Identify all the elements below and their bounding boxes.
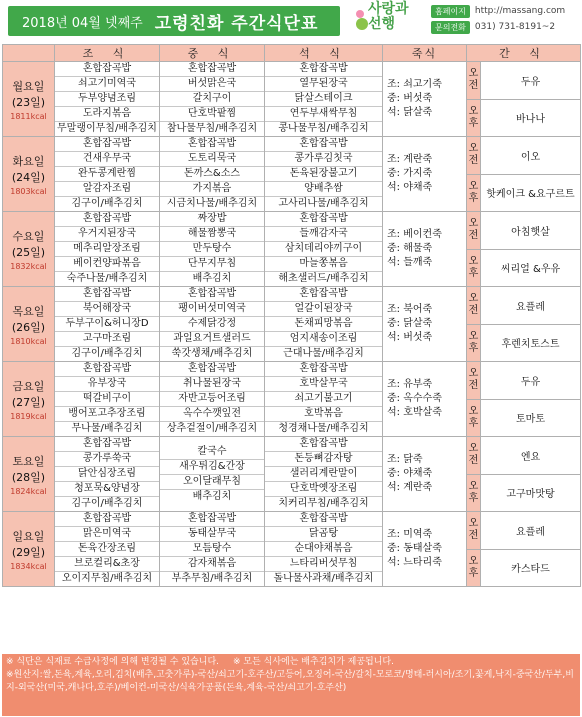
menu-item: 알감자조림 bbox=[55, 182, 159, 197]
porridge-item: 조: 쇠고기죽 bbox=[387, 79, 442, 90]
breakfast-cell bbox=[55, 362, 160, 437]
menu-item: 혼합잡곡밥 bbox=[265, 62, 382, 77]
menu-item: 혼합잡곡밥 bbox=[55, 137, 159, 152]
menu-item: 김구이/배추김치 bbox=[71, 348, 143, 359]
menu-item: 혼합잡곡밥 bbox=[55, 62, 159, 77]
porridge-item: 조: 유부죽 bbox=[387, 379, 433, 390]
snack-am: 요플레 bbox=[481, 287, 581, 325]
breakfast-cell bbox=[55, 137, 160, 212]
day-date: (27일) bbox=[11, 395, 46, 409]
menu-item: 메추리알장조림 bbox=[55, 242, 159, 257]
day-name: 수요일 bbox=[12, 229, 45, 243]
day-cell bbox=[3, 362, 55, 437]
menu-item: 닭곰탕 bbox=[265, 527, 382, 542]
dinner-cell bbox=[265, 62, 383, 137]
menu-item: 두부양념조림 bbox=[55, 92, 159, 107]
porridge-item: 조: 북어죽 bbox=[387, 304, 433, 315]
porridge-item: 석: 버섯죽 bbox=[387, 332, 433, 343]
menu-table bbox=[2, 44, 581, 587]
day-row bbox=[3, 287, 581, 325]
snack-am: 두유 bbox=[481, 362, 581, 400]
menu-item: 떡갈비구이 bbox=[55, 392, 159, 407]
time-am-label: 오 전 bbox=[467, 287, 481, 325]
menu-item: 오이지무침/배추김치 bbox=[61, 573, 153, 584]
porridge-item: 석: 계란죽 bbox=[387, 482, 433, 493]
time-pm-label: 오 후 bbox=[467, 399, 481, 437]
lunch-cell bbox=[160, 137, 265, 212]
porridge-cell bbox=[383, 62, 467, 137]
breakfast-cell bbox=[55, 512, 160, 587]
day-name: 금요일 bbox=[12, 379, 45, 393]
menu-item: 수제닭강정 bbox=[160, 317, 264, 332]
menu-item: 마늘쫑볶음 bbox=[265, 257, 382, 272]
phone-number: 031) 731-8191~2 bbox=[474, 22, 556, 32]
menu-item: 혼합잡곡밥 bbox=[265, 137, 382, 152]
day-name: 화요일 bbox=[12, 154, 45, 168]
time-pm-label: 오 후 bbox=[467, 249, 481, 287]
menu-item: 혼합잡곡밥 bbox=[55, 512, 159, 527]
menu-item: 돌나물사과채/배추김치 bbox=[273, 573, 374, 584]
menu-item: 단무지무침 bbox=[160, 257, 264, 272]
snack-am: 아침햇살 bbox=[481, 212, 581, 250]
porridge-cell bbox=[383, 362, 467, 437]
header bbox=[0, 0, 582, 44]
menu-item: 건새우무국 bbox=[55, 152, 159, 167]
day-cell bbox=[3, 437, 55, 512]
menu-item: 참나물무침/배추김치 bbox=[166, 123, 258, 134]
snack-am: 요플레 bbox=[481, 512, 581, 550]
menu-item: 콩가루쑥국 bbox=[55, 452, 159, 467]
menu-item: 유부장국 bbox=[55, 377, 159, 392]
snack-pm: 바나나 bbox=[481, 99, 581, 137]
footnote bbox=[2, 654, 580, 716]
menu-item: 버섯맑은국 bbox=[160, 77, 264, 92]
time-pm-label: 오 후 bbox=[467, 324, 481, 362]
menu-item: 해물짬뽕국 bbox=[160, 227, 264, 242]
time-am-label: 오 전 bbox=[467, 512, 481, 550]
menu-item: 혼합잡곡밥 bbox=[265, 437, 382, 452]
lunch-cell bbox=[160, 362, 265, 437]
porridge-item: 중: 동태살죽 bbox=[387, 543, 442, 554]
menu-item: 호박살무국 bbox=[265, 377, 382, 392]
menu-item: 근대나물/배추김치 bbox=[283, 348, 364, 359]
day-kcal: 1834kcal bbox=[10, 561, 47, 571]
menu-item: 혼합잡곡밥 bbox=[265, 512, 382, 527]
menu-item: 무말랭이무침/배추김치 bbox=[57, 123, 157, 134]
menu-item: 쇠고기불고기 bbox=[265, 392, 382, 407]
logo-text: 사랑과 선행 bbox=[368, 1, 409, 32]
dinner-cell bbox=[265, 362, 383, 437]
menu-item: 호박볶음 bbox=[265, 407, 382, 422]
time-pm-label: 오 후 bbox=[467, 474, 481, 512]
menu-item: 고구마조림 bbox=[55, 332, 159, 347]
menu-item: 옥수수깻잎전 bbox=[160, 407, 264, 422]
menu-item: 삼치데리야끼구이 bbox=[265, 242, 382, 257]
day-name: 토요일 bbox=[12, 454, 45, 468]
menu-item: 콩가루김칫국 bbox=[265, 152, 382, 167]
day-kcal: 1819kcal bbox=[10, 411, 47, 421]
menu-item: 연두부새싹무침 bbox=[265, 107, 382, 122]
menu-item: 콩나물무침/배추김치 bbox=[278, 123, 369, 134]
menu-item: 혼합잡곡밥 bbox=[160, 362, 264, 377]
day-row bbox=[3, 62, 581, 100]
menu-date: 2018년 04월 넷째주 bbox=[22, 15, 143, 31]
menu-item: 배추김치 bbox=[192, 490, 232, 502]
porridge-cell bbox=[383, 287, 467, 362]
header-row bbox=[3, 45, 581, 62]
menu-item: 단호박옛장조림 bbox=[265, 482, 382, 497]
menu-item: 엄지새송이조림 bbox=[265, 332, 382, 347]
menu-item: 가지볶음 bbox=[160, 182, 264, 197]
col-lunch: 중 식 bbox=[160, 45, 265, 62]
day-date: (26일) bbox=[11, 320, 46, 334]
menu-item: 배추김치 bbox=[192, 273, 232, 284]
porridge-cell bbox=[383, 212, 467, 287]
menu-item: 돈육된장불고기 bbox=[265, 167, 382, 182]
menu-item: 들깨감자국 bbox=[265, 227, 382, 242]
menu-item: 베이컨양파볶음 bbox=[55, 257, 159, 272]
porridge-item: 조: 닭죽 bbox=[387, 454, 423, 465]
porridge-item: 석: 호박살죽 bbox=[387, 407, 442, 418]
porridge-item: 석: 야채죽 bbox=[387, 182, 433, 193]
menu-item: 모듬탕수 bbox=[160, 542, 264, 557]
time-am-label: 오 전 bbox=[467, 62, 481, 100]
menu-item: 혼합잡곡밥 bbox=[55, 212, 159, 227]
menu-body bbox=[3, 62, 581, 587]
col-dinner: 석 식 bbox=[265, 45, 383, 62]
menu-item: 양배추쌈 bbox=[265, 182, 382, 197]
porridge-item: 중: 닭살죽 bbox=[387, 318, 433, 329]
menu-item: 도라지볶음 bbox=[55, 107, 159, 122]
porridge-item: 중: 야채죽 bbox=[387, 468, 433, 479]
snack-pm: 씨리얼 &우유 bbox=[481, 249, 581, 287]
menu-item: 부추무침/배추김치 bbox=[171, 573, 253, 584]
menu-item: 시금치나물/배추김치 bbox=[166, 198, 258, 209]
homepage-link[interactable]: http://massang.com bbox=[474, 6, 566, 16]
menu-item: 돈육간장조림 bbox=[55, 542, 159, 557]
menu-item: 혼합잡곡밥 bbox=[160, 287, 264, 302]
menu-item: 돈까스&소스 bbox=[160, 167, 264, 182]
day-date: (24일) bbox=[11, 170, 46, 184]
menu-item: 샐러리계란말이 bbox=[265, 467, 382, 482]
day-cell bbox=[3, 212, 55, 287]
menu-item: 오이달래무침 bbox=[160, 475, 264, 490]
snack-pm: 핫케이크 &요구르트 bbox=[481, 174, 581, 212]
menu-item: 감자채볶음 bbox=[160, 557, 264, 572]
day-name: 월요일 bbox=[12, 79, 45, 93]
footnote-change-notice: ※ 식단은 식재료 수급사정에 의해 변경될 수 있습니다. bbox=[6, 657, 220, 667]
menu-table-wrap bbox=[0, 44, 582, 587]
menu-item: 고사리나물/배추김치 bbox=[278, 198, 369, 209]
day-cell bbox=[3, 287, 55, 362]
menu-item: 만두탕수 bbox=[160, 242, 264, 257]
menu-item: 상추겉절이/배추김치 bbox=[166, 423, 258, 434]
day-row bbox=[3, 362, 581, 400]
day-kcal: 1803kcal bbox=[10, 186, 47, 196]
porridge-cell bbox=[383, 512, 467, 587]
porridge-item: 중: 가지죽 bbox=[387, 168, 433, 179]
porridge-item: 조: 계란죽 bbox=[387, 154, 433, 165]
snack-am: 두유 bbox=[481, 62, 581, 100]
col-porridge: 죽식 bbox=[383, 45, 467, 62]
day-row bbox=[3, 212, 581, 250]
lunch-cell bbox=[160, 287, 265, 362]
time-pm-label: 오 후 bbox=[467, 99, 481, 137]
menu-item: 과일요거트샐러드 bbox=[160, 332, 264, 347]
day-row bbox=[3, 437, 581, 475]
menu-item: 뱅어포고추장조림 bbox=[55, 407, 159, 422]
porridge-cell bbox=[383, 137, 467, 212]
menu-item: 브로컬리&초장 bbox=[55, 557, 159, 572]
day-row bbox=[3, 137, 581, 175]
menu-item: 김구이/배추김치 bbox=[71, 498, 143, 509]
footnote-origin: ※원산지:쌀,돈육,계육,오리,김치(배추,고춧가루)-국산/쇠고기-호주산/고등어,오징어-국산/갈치-모로코/명태-러시아/조기,꽃게,낙지-중국산/두부,비지-외국산(미국,캐나다,호주)/베이컨-미국산/식육가공품(돈육,계육-국산/쇠고기-호주산) bbox=[6, 670, 574, 693]
menu-item: 도토리묵국 bbox=[160, 152, 264, 167]
menu-item: 닭살스테이크 bbox=[265, 92, 382, 107]
menu-item: 혼합잡곡밥 bbox=[55, 362, 159, 377]
day-kcal: 1832kcal bbox=[10, 261, 47, 271]
title-bar bbox=[8, 6, 340, 36]
porridge-item: 중: 옥수수죽 bbox=[387, 393, 442, 404]
footnote-kimchi-notice: ※ 모든 식사에는 배추김치가 제공됩니다. bbox=[233, 657, 394, 667]
lunch-cell bbox=[160, 512, 265, 587]
menu-item: 혼합잡곡밥 bbox=[265, 287, 382, 302]
day-cell bbox=[3, 512, 55, 587]
menu-item: 숙주나물/배추김치 bbox=[66, 273, 148, 284]
phone-tag: 문의전화 bbox=[431, 21, 470, 34]
day-kcal: 1811kcal bbox=[10, 111, 47, 121]
lunch-cell bbox=[160, 62, 265, 137]
day-date: (23일) bbox=[11, 95, 46, 109]
time-pm-label: 오 후 bbox=[467, 174, 481, 212]
snack-am: 이오 bbox=[481, 137, 581, 175]
time-am-label: 오 전 bbox=[467, 212, 481, 250]
menu-item: 새우튀김&간장 bbox=[160, 460, 264, 475]
menu-item: 치커리무침/배추김치 bbox=[278, 498, 369, 509]
breakfast-cell bbox=[55, 287, 160, 362]
time-am-label: 오 전 bbox=[467, 137, 481, 175]
day-name: 일요일 bbox=[12, 529, 45, 543]
porridge-item: 중: 해물죽 bbox=[387, 243, 433, 254]
contact-info bbox=[431, 3, 565, 35]
menu-item: 닭안심장조림 bbox=[55, 467, 159, 482]
homepage-tag: 홈페이지 bbox=[431, 5, 470, 18]
day-date: (28일) bbox=[11, 470, 46, 484]
porridge-item: 중: 버섯죽 bbox=[387, 93, 433, 104]
menu-item: 돈채피망볶음 bbox=[265, 317, 382, 332]
day-cell bbox=[3, 62, 55, 137]
menu-item: 혼합잡곡밥 bbox=[160, 137, 264, 152]
day-kcal: 1810kcal bbox=[10, 336, 47, 346]
menu-item: 해초샐러드/배추김치 bbox=[278, 273, 369, 284]
menu-item: 쇠고기미역국 bbox=[55, 77, 159, 92]
menu-item: 팽이버섯미역국 bbox=[160, 302, 264, 317]
col-breakfast: 조 식 bbox=[55, 45, 160, 62]
menu-title: 고령친화 주간식단표 bbox=[154, 13, 319, 34]
menu-item: 청경채나물/배추김치 bbox=[278, 423, 369, 434]
porridge-item: 석: 닭살죽 bbox=[387, 107, 433, 118]
menu-item: 맑은미역국 bbox=[55, 527, 159, 542]
menu-item: 혼합잡곡밥 bbox=[265, 212, 382, 227]
col-day bbox=[3, 45, 55, 62]
menu-item: 청포묵&양념장 bbox=[55, 482, 159, 497]
menu-item: 쑥갓생채/배추김치 bbox=[171, 348, 253, 359]
menu-item: 동태살무국 bbox=[160, 527, 264, 542]
day-date: (25일) bbox=[11, 245, 46, 259]
menu-item: 완두콩계란찜 bbox=[55, 167, 159, 182]
menu-item: 얼갈이된장국 bbox=[265, 302, 382, 317]
menu-item: 우거지된장국 bbox=[55, 227, 159, 242]
porridge-item: 조: 베이컨죽 bbox=[387, 229, 442, 240]
breakfast-cell bbox=[55, 212, 160, 287]
menu-item: 순대야채볶음 bbox=[265, 542, 382, 557]
snack-pm: 토마토 bbox=[481, 399, 581, 437]
porridge-item: 조: 미역죽 bbox=[387, 529, 433, 540]
snack-am: 엔요 bbox=[481, 437, 581, 475]
breakfast-cell bbox=[55, 437, 160, 512]
lunch-cell bbox=[160, 212, 265, 287]
menu-item: 칼국수 bbox=[160, 445, 264, 460]
day-kcal: 1824kcal bbox=[10, 486, 47, 496]
menu-item: 혼합잡곡밥 bbox=[160, 512, 264, 527]
menu-item: 두부구이&허니장D bbox=[55, 317, 159, 332]
dinner-cell bbox=[265, 437, 383, 512]
menu-item: 짜장밥 bbox=[160, 212, 264, 227]
menu-item: 혼합잡곡밥 bbox=[55, 437, 159, 452]
porridge-item: 석: 느타리죽 bbox=[387, 557, 442, 568]
day-row bbox=[3, 512, 581, 550]
breakfast-cell bbox=[55, 62, 160, 137]
menu-item: 열무된장국 bbox=[265, 77, 382, 92]
lunch-cell bbox=[160, 437, 265, 512]
porridge-cell bbox=[383, 437, 467, 512]
snack-pm: 후렌치토스트 bbox=[481, 324, 581, 362]
menu-item: 김구이/배추김치 bbox=[71, 198, 143, 209]
snack-pm: 고구마맛탕 bbox=[481, 474, 581, 512]
time-am-label: 오 전 bbox=[467, 362, 481, 400]
col-snack: 간 식 bbox=[467, 45, 581, 62]
menu-item: 취나물된장국 bbox=[160, 377, 264, 392]
menu-item: 느타리버섯무침 bbox=[265, 557, 382, 572]
time-pm-label: 오 후 bbox=[467, 549, 481, 587]
day-name: 목요일 bbox=[12, 304, 45, 318]
menu-item: 북어해장국 bbox=[55, 302, 159, 317]
menu-item: 자반고등어조림 bbox=[160, 392, 264, 407]
snack-pm: 카스타드 bbox=[481, 549, 581, 587]
dinner-cell bbox=[265, 512, 383, 587]
day-cell bbox=[3, 137, 55, 212]
menu-item: 혼합잡곡밥 bbox=[265, 362, 382, 377]
day-date: (29일) bbox=[11, 545, 46, 559]
dinner-cell bbox=[265, 212, 383, 287]
menu-item: 갈치구이 bbox=[160, 92, 264, 107]
time-am-label: 오 전 bbox=[467, 437, 481, 475]
menu-item: 무나물/배추김치 bbox=[71, 423, 143, 434]
dinner-cell bbox=[265, 287, 383, 362]
menu-item: 돈등뼈감자탕 bbox=[265, 452, 382, 467]
menu-item: 단호박팥찜 bbox=[160, 107, 264, 122]
menu-item: 혼합잡곡밥 bbox=[55, 287, 159, 302]
porridge-item: 석: 들깨죽 bbox=[387, 257, 433, 268]
dinner-cell bbox=[265, 137, 383, 212]
menu-item: 혼합잡곡밥 bbox=[160, 62, 264, 77]
